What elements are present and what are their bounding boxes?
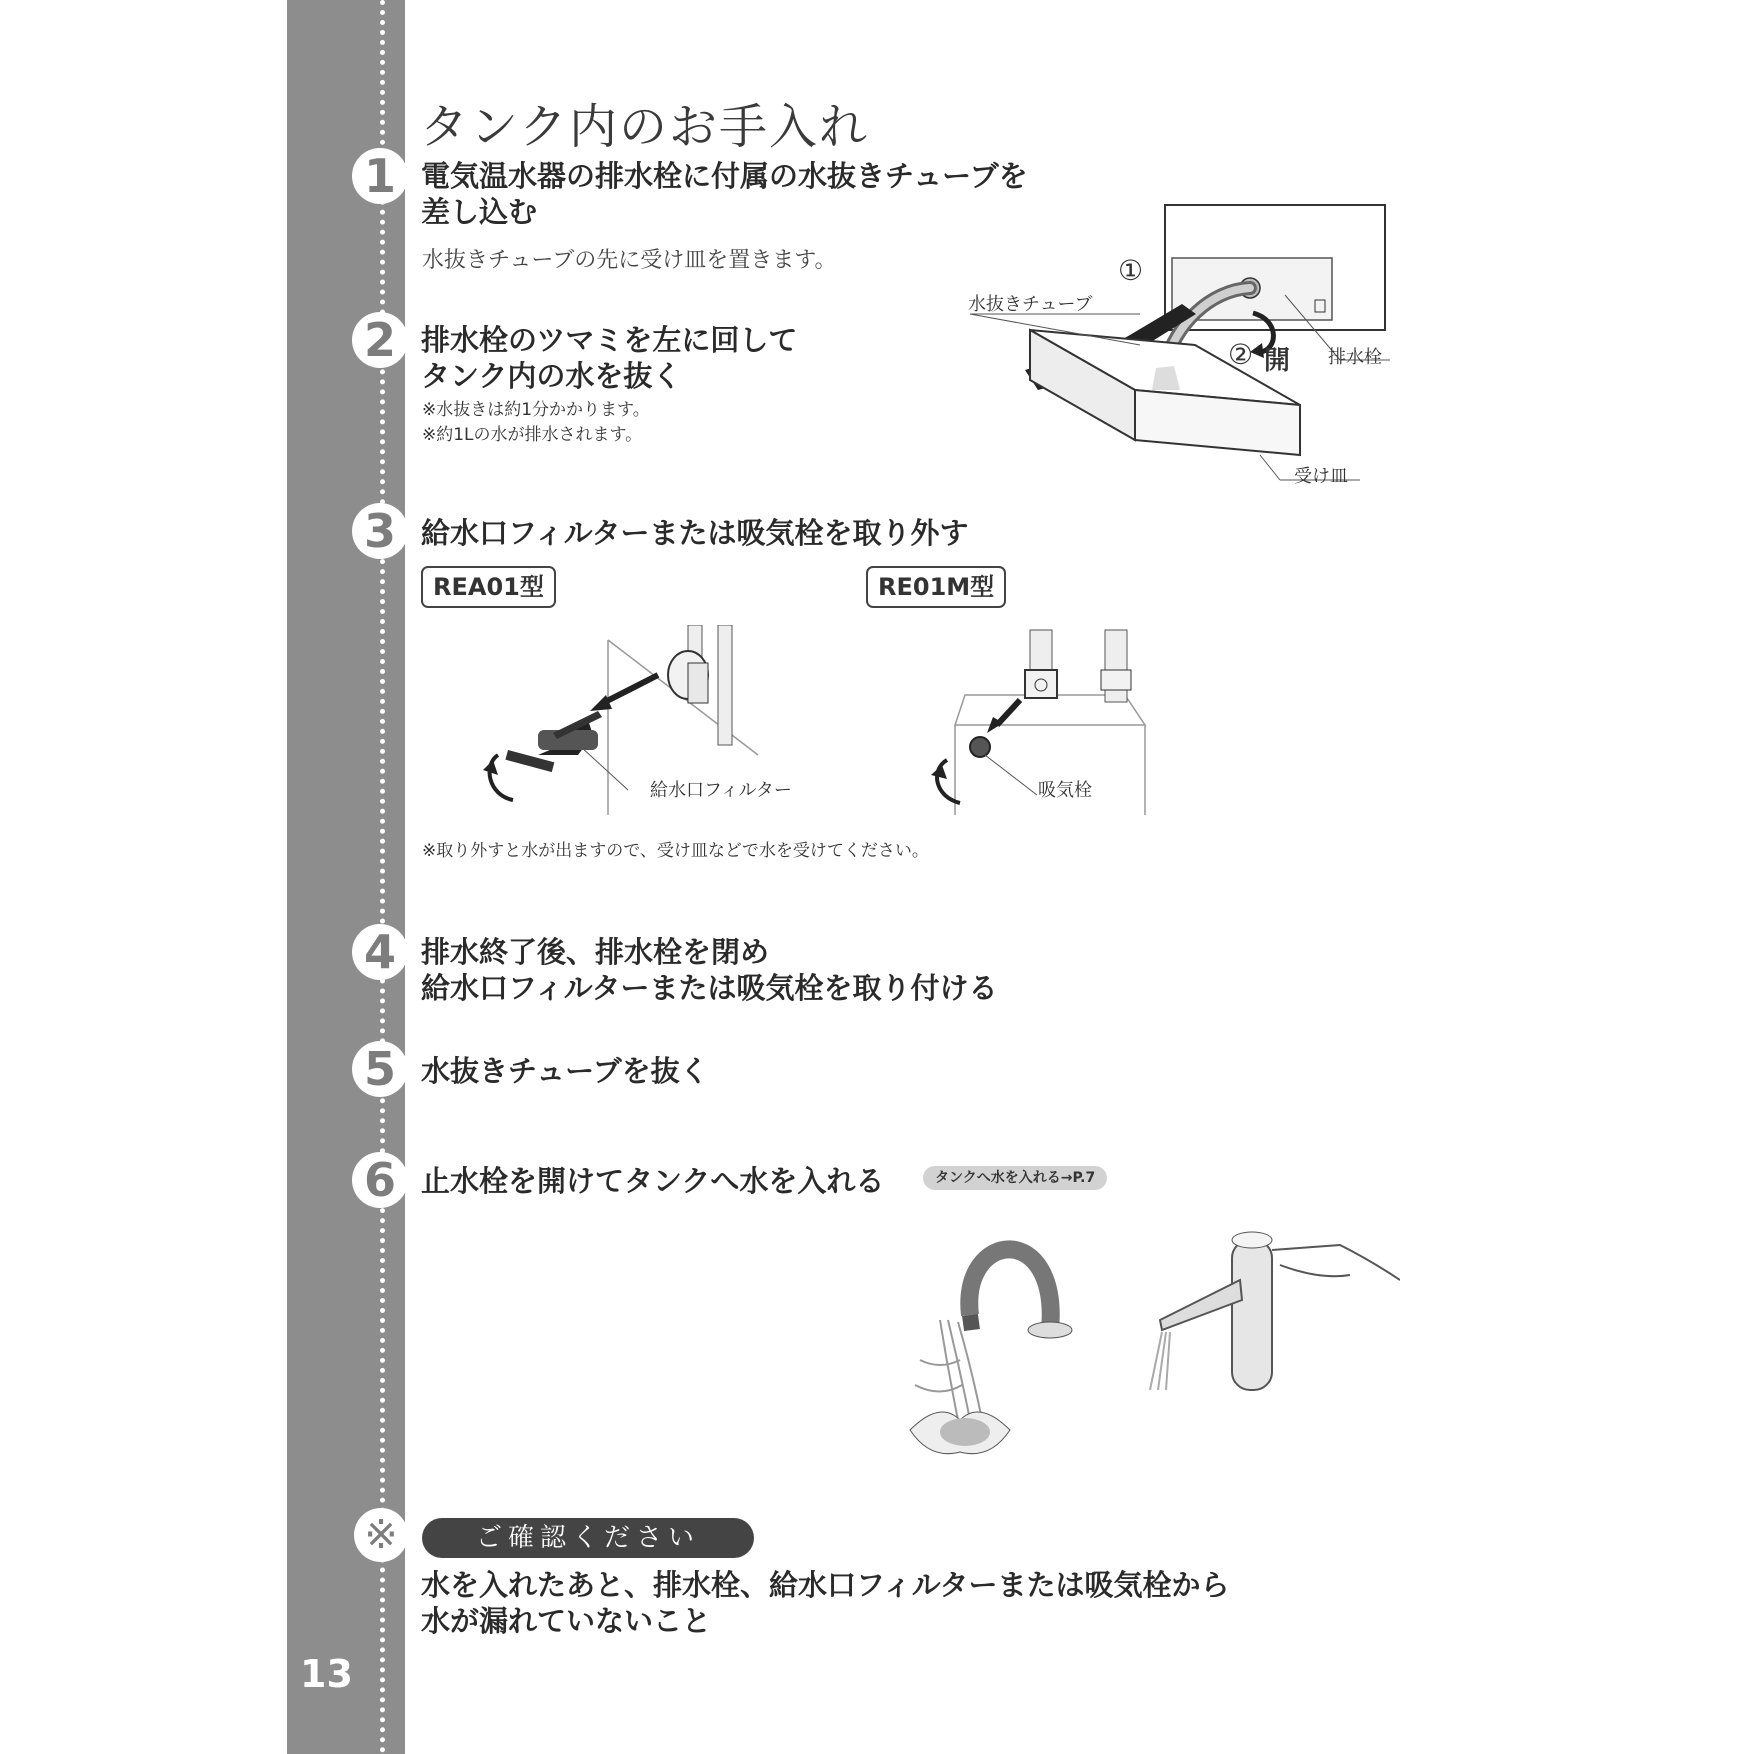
sidebar-band	[287, 0, 405, 1754]
confirm-line-1: 水を入れたあと、排水栓、給水口フィルターまたは吸気栓から	[421, 1568, 1230, 1602]
dotted-line	[380, 0, 385, 1754]
step-number-6: 6	[352, 1152, 408, 1208]
step-2-note-2: ※約1Lの水が排水されます。	[422, 425, 643, 445]
reference-mark-icon: ※	[354, 1508, 408, 1562]
step-2-heading	[421, 322, 797, 394]
step-number-2: 2	[352, 312, 408, 368]
callout-tray: 受け皿	[1294, 466, 1348, 487]
step-3-heading: 給水口フィルターまたは吸気栓を取り外す	[421, 516, 969, 550]
step-1-line-1: 電気温水器の排水栓に付属の水抜きチューブを	[421, 159, 1028, 193]
step-number-3: 3	[352, 503, 408, 559]
step-1-line-2: 差し込む	[421, 195, 538, 229]
step-5-heading: 水抜きチューブを抜く	[421, 1054, 709, 1088]
callout-air-plug: 吸気栓	[1038, 780, 1092, 801]
page-title: タンク内のお手入れ	[420, 99, 870, 155]
step-2-note-1: ※水抜きは約1分かかります。	[422, 400, 650, 420]
callout-open: 開	[1264, 346, 1291, 376]
model-label-rea01: REA01型	[421, 566, 556, 608]
step-3-note: ※取り外すと水が出ますので、受け皿などで水を受けてください。	[422, 841, 929, 861]
confirm-line-2: 水が漏れていないこと	[421, 1604, 712, 1638]
step-number-1: 1	[352, 148, 408, 204]
step-6-heading: 止水栓を開けてタンクへ水を入れる	[421, 1164, 885, 1198]
confirm-text	[421, 1567, 1230, 1639]
callout-step-two: ②	[1228, 338, 1254, 371]
page-number: 13	[300, 1652, 353, 1696]
step-number-4: 4	[352, 924, 408, 980]
page-reference-link[interactable]: タンクへ水を入れる→P.7	[923, 1166, 1107, 1190]
step-2-notes	[422, 398, 650, 448]
step-number-5: 5	[352, 1041, 408, 1097]
callout-step-one: ①	[1118, 254, 1144, 287]
callout-water-filter: 給水口フィルター	[650, 780, 792, 801]
step-1-sub: 水抜きチューブの先に受け皿を置きます。	[422, 248, 837, 273]
step-4-line-1: 排水終了後、排水栓を閉め	[421, 935, 770, 969]
callout-drain-tube: 水抜きチューブ	[968, 294, 1093, 315]
confirm-label: ご確認ください	[422, 1518, 754, 1558]
step-1-heading	[421, 158, 1028, 230]
step-4-heading	[421, 934, 998, 1006]
model-label-re01m: RE01M型	[866, 566, 1006, 608]
step-4-line-2: 給水口フィルターまたは吸気栓を取り付ける	[421, 971, 998, 1005]
step-2-line-2: タンク内の水を抜く	[421, 359, 682, 393]
callout-drain-plug: 排水栓	[1328, 347, 1382, 368]
faucet-illustration	[900, 1220, 1400, 1480]
step-2-line-1: 排水栓のツマミを左に回して	[421, 323, 798, 357]
